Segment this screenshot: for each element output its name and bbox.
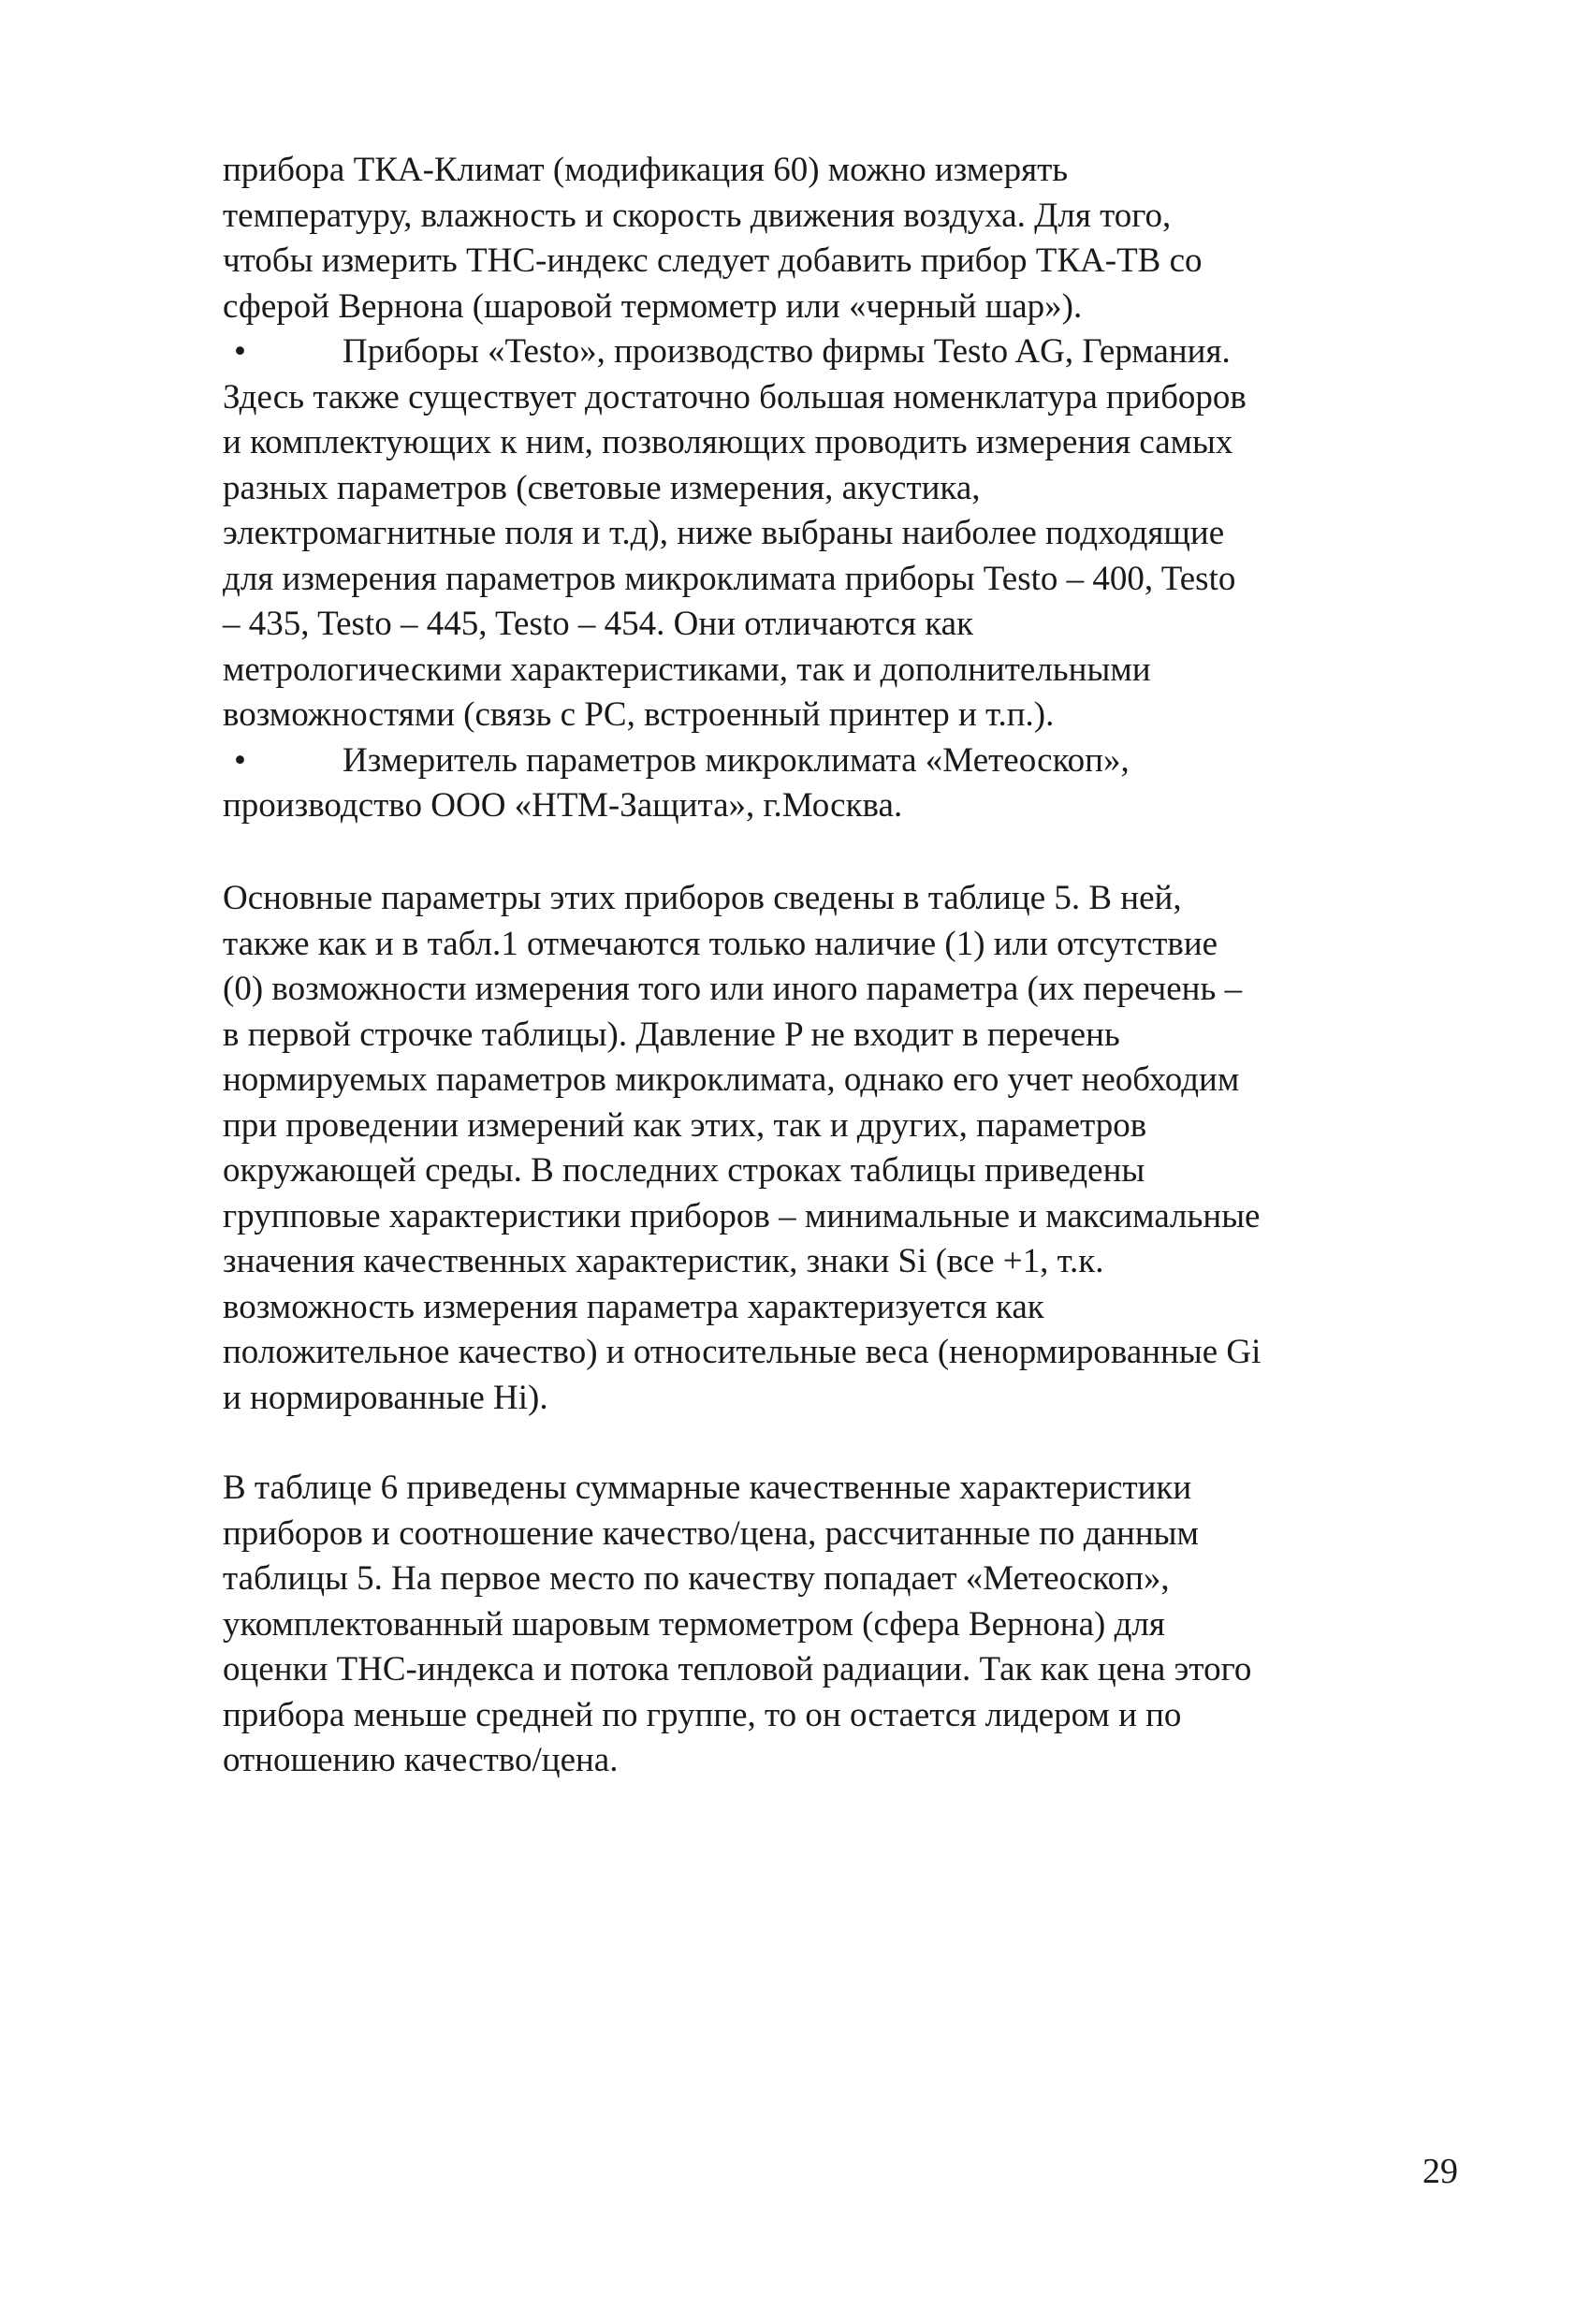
paragraph-devices-list xyxy=(223,148,1430,829)
text-line: электромагнитные поля и т.д), ниже выбраны наиболее подходящие xyxy=(223,514,1225,552)
text-line: прибора ТКА-Климат (модификация 60) можно измерять xyxy=(223,151,1069,189)
text-line: Основные параметры этих приборов сведены в таблице 5. В ней, xyxy=(223,879,1182,917)
text-line: отношению качество/цена. xyxy=(223,1741,619,1779)
text-line: нормируемых параметров микроклимата, однако его учет необходим xyxy=(223,1060,1240,1099)
bullet-item-testo xyxy=(223,329,1430,375)
page-number: 29 xyxy=(1422,2152,1458,2191)
text-line: при проведении измерений как этих, так и других, параметров xyxy=(223,1105,1147,1145)
text-line: и нормированные Hi). xyxy=(223,1378,548,1417)
text-line: сферой Вернона (шаровой термометр или «черный шар»). xyxy=(223,286,1083,326)
text-line: значения качественных характеристик, знаки Si (все +1, т.к. xyxy=(223,1242,1104,1280)
text-line: также как и в табл.1 отмечаются только наличие (1) или отсутствие xyxy=(223,924,1218,963)
bullet-item-meteoscope xyxy=(223,738,1430,784)
text-line: групповые характеристики приборов – минимальные и максимальные xyxy=(223,1196,1261,1235)
bullet-icon: • xyxy=(234,740,246,780)
text-line: (0) возможности измерения того или иного параметра (их перечень – xyxy=(223,970,1243,1008)
text-line: производство ООО «НТМ-Защита», г.Москва. xyxy=(223,786,903,825)
text-line: В таблице 6 приведены суммарные качественные характеристики xyxy=(223,1469,1192,1507)
text-line: положительное качество) и относительные веса (ненормированные Gi xyxy=(223,1333,1261,1371)
text-line: в первой строчке таблицы). Давление P не входит в перечень xyxy=(223,1015,1120,1054)
text-line: укомплектованный шаровым термометром (сфера Вернона) для xyxy=(223,1604,1165,1644)
text-line: для измерения параметров микроклимата приборы Testo – 400, Testo xyxy=(223,559,1236,598)
text-line: температуру, влажность и скорость движения воздуха. Для того, xyxy=(223,196,1172,235)
paragraph-table-6-description xyxy=(223,1466,1430,1784)
text-line: и комплектующих к ним, позволяющих проводить измерения самых xyxy=(223,423,1233,461)
paragraph-table-5-description xyxy=(223,876,1430,1421)
text-line: – 435, Testo – 445, Testo – 454. Они отличаются как xyxy=(223,605,974,643)
text-line: возможность измерения параметра характеризуется как xyxy=(223,1287,1044,1326)
text-line: чтобы измерить ТНС-индекс следует добавить прибор ТКА-ТВ со xyxy=(223,241,1203,280)
text-line: метрологическими характеристиками, так и дополнительными xyxy=(223,650,1151,689)
text-line: приборов и соотношение качество/цена, рассчитанные по данным xyxy=(223,1513,1199,1553)
text-line: возможностями (связь с PC, встроенный принтер и т.п.). xyxy=(223,695,1055,734)
text-line: окружающей среды. В последних строках таблицы приведены xyxy=(223,1151,1145,1190)
bullet-icon: • xyxy=(234,332,246,371)
text-line: прибора меньше средней по группе, то он остается лидером и по xyxy=(223,1695,1182,1734)
text-line: разных параметров (световые измерения, акустика, xyxy=(223,468,981,507)
bullet-text: Измеритель параметров микроклимата «Метеоскоп», xyxy=(343,740,1130,780)
text-line: таблицы 5. На первое место по качеству попадает «Метеоскоп», xyxy=(223,1559,1170,1598)
bullet-text: Приборы «Testo», производство фирмы Testo AG, Германия. xyxy=(343,332,1231,371)
text-line: Здесь также существует достаточно большая номенклатура приборов xyxy=(223,377,1247,417)
text-line: оценки ТНС-индекса и потока тепловой радиации. Так как цена этого xyxy=(223,1650,1252,1688)
